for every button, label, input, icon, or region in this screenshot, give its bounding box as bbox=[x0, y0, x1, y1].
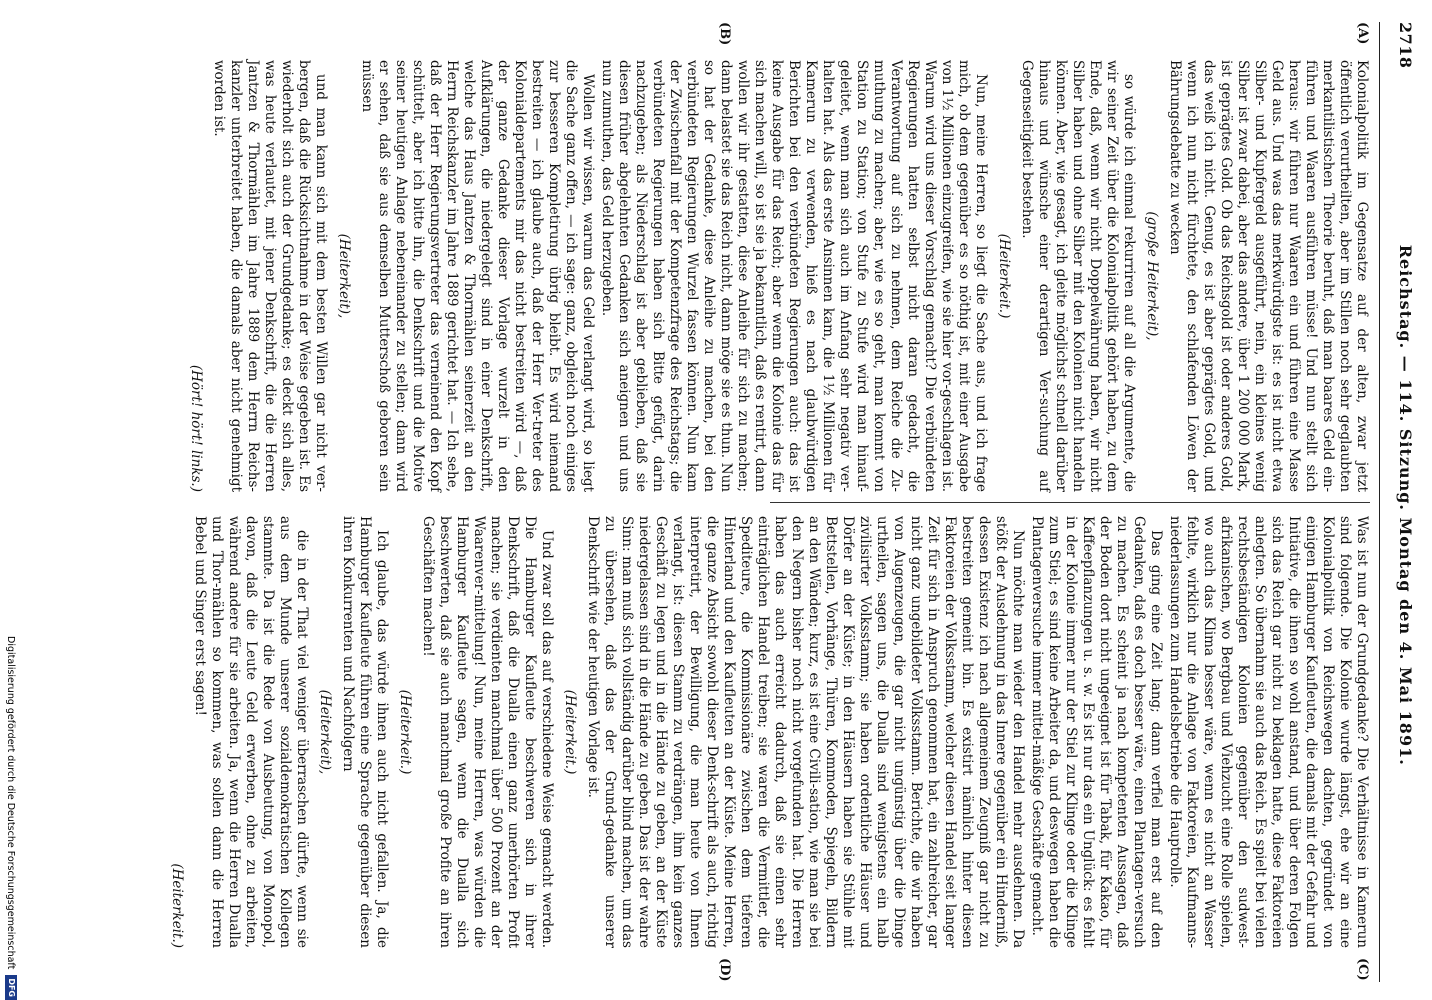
margin-marker-c: (C) bbox=[1355, 958, 1370, 981]
paragraph: Wollen wir wissen, warum das Geld verlangt wird, so liegt die Sache ganz offen, — ich sage: ganz, obgleich noch einiges zur besseren Kompletirung übrig bleibt. Es wird niemand bestreiten — ich glaube auch, daß der Herr Ver-treter des Kolonialdepartements mir das nicht bestreiten wird —, daß der ganze Gedanke dieser Vorlage wurzelt in den Aufklärungen, die niedergelegt sind in einer Denkschrift, welche das Haus Jantzen & Thormählen seinerzeit an den Herrn Reichskanzler im Jahre 1889 gerichtet hat. — Ich sehe, daß der Herr Regierungsvertreter das verneinend den Kopf schüttelt, aber ich bitte ihn, die Denkschrift und die Motive seiner heutigen Anlage nebeneinander zu stellen; dann wird er sehen, daß sie aus demselben Mutterschoß geboren sein müssen bbox=[359, 60, 596, 492]
paragraph: Das ging eine Zeit lang; dann verfiel man erst auf den Gedanken, daß es doch besser wäre, einen Plantagen-versuch zu machen. Es scheint ja nach kompetenten Aussagen, daß der Boden dort nicht ungeeignet ist für Tabak, für Kakao, für Kaffeepflanzungen u. s. w. Es ist nur das ein Unglück: es fehlt in der Kolonie immer nur der Stiel zur Klinge oder die Klinge zum Stiel; es sind keine Arbeiter da, und deswegen haben die Plantagenversuche immer mittel-mäßige Geschäfte gemacht. bbox=[1029, 516, 1164, 948]
paragraph: Kolonialpolitik im Gegensatze auf der alten, zwar jetzt öffentlich verurtheilten, aber im Stillen noch sehr geglaubten merkantilistischen Theorie beruht, daß man baares Geld ein-führen und Waaren ausführen müsse! Und nun stellt sich heraus: wir führen nur Waaren ein und führen eine Masse Geld aus. Und was das merkwürdigste ist: es ist nicht etwa Silber- und Kupfergeld ausgeführt, nein, ein kleines wenig Silber ist zwar dabei, aber das andere, über 1 200 000 Mark, ist geprägtes Gold. Ob das Reichsgold ist oder anderes Gold, das weiß ich nicht. Genug, es ist aber geprägtes Gold, und wenn ich nun nicht fürchtete, den schlafenden Löwen der Bährungsdebatte zu wecken bbox=[1167, 60, 1370, 492]
dfg-logo: DFG bbox=[5, 975, 17, 1000]
interjection: (Heiterkeit.) bbox=[397, 689, 413, 775]
paragraph: so würde ich einmal rekurriren auf all die Argumente, die wir seiner Zeit über die Kolonialpolitik gehört haben, zu dem Ende, daß, wenn wir nicht Doppelwährung haben, wir nicht Silber haben und ohne Silber mit den Kolonien nicht handeln können. Aber, wie gesagt, ich gleite möglichst schnell darüber hinaus und wünsche einer derartigen Ver-suchung auf Gegenseitigkeit bestehen. bbox=[1019, 60, 1137, 492]
paragraph: Ich glaube, das würde ihnen auch nicht gefallen. Ja, die Hamburger Kaufleute führen eine Sprache gegenüber diesen ihren Konkurrenten und Nachfolgern bbox=[340, 516, 390, 948]
page-header bbox=[1379, 22, 1432, 982]
interjection: (Heiterkeit), bbox=[317, 689, 333, 775]
page-number: 2718 bbox=[1396, 22, 1416, 69]
page-title: Reichstag. — 114. Sitzung. Montag den 4. Mai 1891. bbox=[1396, 244, 1416, 766]
footer-credit: Digitalisierung gefördert durch die Deutsche Forschungsgemeinschaft bbox=[5, 636, 17, 970]
margin-marker-b: (B) bbox=[717, 22, 732, 46]
margin-marker-a: (A) bbox=[1355, 22, 1370, 45]
interjection: (Heiterkeit.) bbox=[169, 863, 185, 948]
paragraph: Was ist nun der Grundgedanke? Die Verhältnisse in Kamerun sind folgende. Die Kolonie wurde längst, ehe wir an eine Kolonialpolitik von Reichswegen dachten, gegründet von einigen Hamburger Kaufleuten, die damals mit der Gefahr und Initiative, die ihnen so wohl anstand, und über deren Folgen sich das Reich gar nicht zu beklagen hatte, diese Faktoreien anlegten. So übernahm sie auch das Reich. Es spielt bei vielen rechtsbeständigen Kolonien gegenüber den sudwest-afrikanischen, wo Bergbau und Viehzucht eine Rolle spielen, wo auch das Klima besser wäre, wenn es nicht an Wasser fehlte, wirklich nur die Anlage von Faktoreien, Kaufmanns-niederlassungen zum Handelsbetriebe die Hauptrolle. bbox=[1167, 516, 1370, 948]
right-text-column bbox=[10, 516, 1370, 948]
margin-marker-d: (D) bbox=[717, 958, 732, 982]
interjection: (Heiterkeit), bbox=[336, 233, 352, 319]
interjection: (Heiterkeit.) bbox=[562, 689, 578, 775]
interjection: (Hört! hört! links.) bbox=[188, 364, 204, 492]
interjection: (große Heiterkeit), bbox=[1144, 211, 1160, 341]
paragraph: und man kann sich mit dem besten Willen gar nicht ver-bergen, daß die Rücksichtnahme in der Weise gegeben ist. Es wiederholt sich auch der Grundgedanke; es deckt sich alles, was heute verlautet, mit jener Denkschrift, die die Herren Jantzen & Thormählen im Jahre 1889 dem Herrn Reichs-kanzler unterbreitet haben, die damals aber nicht genehmigt worden ist. bbox=[211, 60, 329, 492]
page-footer bbox=[2, 0, 20, 1000]
left-text-column bbox=[10, 60, 1370, 492]
paragraph: Nun möchte man wieder den Handel mehr ausdehnen. Da stößt der Ausdehnung in das Innere gegenüber ein Hinderniß, dessen Existenz ich nach allgemeinem Zeugniß gar nicht zu bestreiten gemeint bin. Es existirt nämlich hinter diesen Faktoreien der Volksstamm, welcher diesen Handel seit langer Zeit für sich in Anspruch genommen hat, ein zahlreicher, gar nicht ganz ungebildeter Volksstamm. Berichte, die wir haben von Augenzeugen, die gar nicht ungünstig über die Dinge urtheilen, sagen uns, die Dualla sind wenigstens ein halb zivilisirter Volksstamm; sie haben ordentliche Häuser und Dörfer an der Küste; in den Häusern haben sie Stühle mit Bettstellen, Vorhänge, Thüren, Kommoden, Spiegeln, Bildern an den Wänden; kurz, es ist eine Civili-sation, wie man sie bei den Negern bisher noch nicht vorgefunden hat. Die Herren haben das auch erreicht dadurch, daß sie einen sehr einträglichen Handel treiben; sie waren die Vermittler, die Spediteure, die Kommissionäre zwischen dem tieferen Hinterland und den Kaufleuten an der Küste. Meine Herren, die ganze Absicht sowohl dieser Denk-schrift als auch, richtig interpretirt, der Bewilligung, die man heute von Ihnen verlangt, ist: diesen Stamm zu verdrängen, ihm kein ganzes Geschäft zu legen und in die Hände zu geben, an der Küste niedergelassen sind in die Hände zu geben. Das ist der wahre Sinn: man muß sich vollständig darüber blind machen, um das zu übersehen, daß das der Grund-gedanke unserer Denkschrift wie der heutigen Vorlage ist. bbox=[585, 516, 1026, 948]
paragraph: Und zwar soll das auf verschiedene Weise gemacht werden. Die Hamburger Kaufleute beschweren sich in ihrer Denkschrift, daß die Dualla einen ganz unerhörten Profit machen; sie verdienten manchmal über 500 Prozent an der Waarenver-mittelung! Nun, meine Herren, was würden die Hamburger Kaufleute sagen, wenn die Dualla sich beschwerten, daß sie auch manchmal große Profite an ihren Geschäften machen! bbox=[420, 516, 555, 948]
paragraph: die in der That viel weniger überraschen dürfte, wenn sie aus dem Munde unserer sozialdemokratischen Kollegen stammte. Da ist die Rede von Ausbeutung, von Monopol, davon, daß die Leute Geld erwerben, ohne zu arbeiten, während andere für sie arbeiten. Ja, wenn die Herren Dualla und Thor-mählen so kommen, was sollen dann die Herren Bebel und Singer erst sagen! bbox=[192, 516, 310, 948]
column-divider bbox=[770, 502, 1370, 503]
interjection: (Heiterkeit.) bbox=[996, 233, 1012, 319]
paragraph: Nun, meine Herren, so liegt die Sache aus, und ich frage mich, ob dem gegenüber es so nöthig ist, mit einer Ausgabe von 1½ Millionen einzugreifen, wie sie hier vor-geschlagen ist. Warum wird uns dieser Vorschlag gemacht? Die verbündeten Regierungen hatten selbst nicht daran gedacht, die Verantwortung auf sich zu nehmen, dem Reiche die Zu-muthung zu machen; aber, wie es so geht, man kommt von Station zu Station; von Stufe zu Stufe wird man hinauf-geleitet, wenn man sich auch im Anfang sehr negativ ver-halten hat. Als das erste Ansinnen kam, die 1½ Millionen für Kamerun zu verwenden, hieß es nach glaubwürdigen Berichten bei den verbündeten Regierungen auch: das ist keine Ausgabe für das Reich; aber wenn die Kolonie das für sich machen will, so ist sie ja bekanntlich, daß es rentirt, dann wollen wir ihr gestatten, diese Anleihe für sich zu machen; dann belastet sie das Reich nicht, dann möge sie es thun. Nun so hat der Gedanke, diese Anleihe zu machen, bei den verbündeten Regierungen Wurzel fassen können. Nun kam der Zwischenfall mit der Kompetenzfrage des Reichstags; die verbündeten Regierungen haben sich Bitte gefügt, darin nachzugeben; als Niederschlag ist aber geblieben, daß sie diesen früher abgelehnten Gedanken sich aneignen und uns nun zumuthen, das Geld herzugeben. bbox=[599, 60, 989, 492]
